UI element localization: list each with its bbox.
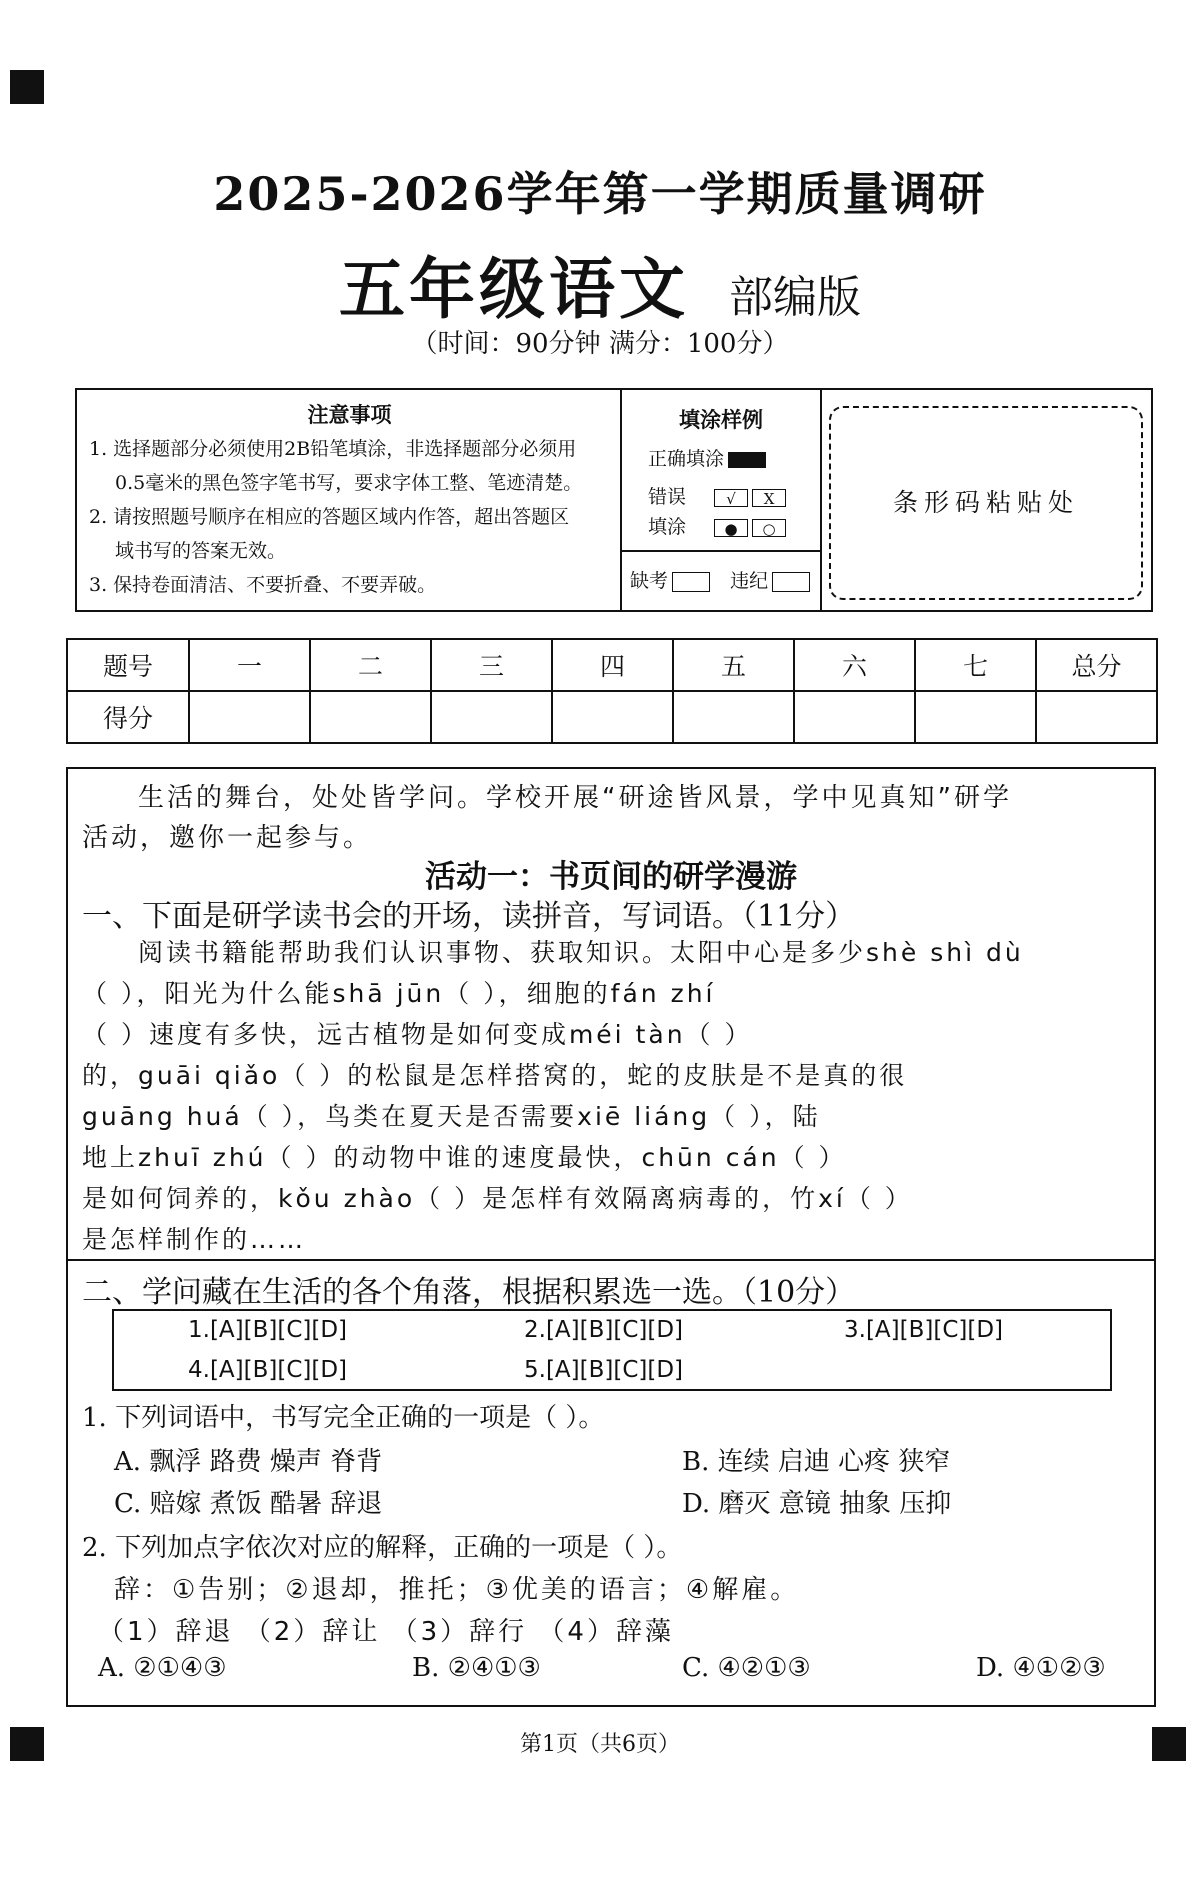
notice-line: 域书写的答案无效。 — [115, 540, 287, 562]
score-entry-cell[interactable] — [552, 691, 673, 743]
score-entry-cell[interactable] — [1036, 691, 1157, 743]
score-entry-cell[interactable] — [915, 691, 1036, 743]
score-table-cell: 一 — [189, 639, 310, 691]
section-1-text: （ ），阳光为什么能shā jūn（ ），细胞的fán zhí — [82, 979, 716, 1008]
question-1: 1. 下列词语中，书写完全正确的一项是（ ）。 — [82, 1403, 605, 1433]
fill-sample-section — [622, 390, 822, 610]
score-table-cell: 七 — [915, 639, 1036, 691]
violation-label: 违纪 — [730, 570, 769, 592]
exam-title: 2025-2026学年第一学期质量调研 — [213, 167, 987, 221]
section-1-text: 地上zhuī zhú（ ）的动物中谁的速度最快，chūn cán（ ） — [82, 1143, 847, 1172]
section-divider — [68, 1259, 1154, 1261]
answer-option-1[interactable]: 1.[A][B][C][D] — [188, 1317, 348, 1343]
section-2-title: 二、学问藏在生活的各个角落，根据积累选一选。（10分） — [82, 1275, 856, 1310]
choice-c: C. ④②①③ — [682, 1653, 811, 1683]
score-table — [66, 638, 1158, 744]
question-area — [66, 767, 1156, 1707]
choice-a: A. 飘浮 路费 燥声 脊背 — [114, 1447, 383, 1477]
choice-a: A. ②①④③ — [98, 1653, 227, 1683]
choice-d: D. ④①②③ — [976, 1653, 1106, 1683]
score-entry-cell[interactable] — [189, 691, 310, 743]
score-entry-cell[interactable] — [794, 691, 915, 743]
score-row-label: 得分 — [67, 691, 189, 743]
notice-box — [75, 388, 1153, 612]
question-2-definition: 辞：①告别；②退却，推托；③优美的语言；④解雇。 — [114, 1575, 800, 1605]
notice-line: 3. 保持卷面清洁、不要折叠、不要弄破。 — [89, 574, 437, 596]
notice-line: 1. 选择题部分必须使用2B铅笔填涂，非选择题部分必须用 — [89, 438, 577, 460]
subject-title — [0, 236, 1200, 331]
answer-option-4[interactable]: 4.[A][B][C][D] — [188, 1357, 348, 1383]
choice-d: D. 磨灭 意镜 抽象 压抑 — [682, 1489, 952, 1519]
absent-label: 缺考 — [630, 570, 669, 592]
section-1-text: 是怎样制作的…… — [82, 1225, 307, 1254]
score-entry-cell[interactable] — [310, 691, 431, 743]
question-2: 2. 下列加点字依次对应的解释，正确的一项是（ ）。 — [82, 1533, 683, 1563]
score-table-cell: 四 — [552, 639, 673, 691]
correct-fill-label: 正确填涂 — [648, 448, 725, 470]
score-table-cell: 二 — [310, 639, 431, 691]
activity-heading: 活动一：书页间的研学漫游 — [425, 859, 797, 895]
section-1-text: 阅读书籍能帮助我们认识事物、获取知识。太阳中心是多少shè shì dù — [138, 938, 1024, 967]
notice-section — [77, 390, 622, 610]
score-table-score-row — [67, 691, 1157, 743]
choice-c: C. 赔嫁 煮饭 酷暑 辞退 — [114, 1489, 383, 1519]
answer-option-3[interactable]: 3.[A][B][C][D] — [844, 1317, 1004, 1343]
divider — [622, 550, 820, 552]
answer-option-5[interactable]: 5.[A][B][C][D] — [524, 1357, 684, 1383]
section-1-text: 的，guāi qiǎo（ ）的松鼠是怎样搭窝的，蛇的皮肤是不是真的很 — [82, 1061, 908, 1090]
absent-checkbox[interactable] — [672, 572, 710, 592]
fill-sample-heading: 填涂样例 — [679, 407, 763, 432]
notice-heading: 注意事项 — [307, 402, 392, 427]
circle-bubble-icon: ○ — [752, 519, 786, 537]
score-entry-cell[interactable] — [673, 691, 794, 743]
filled-bubble-icon — [728, 452, 766, 468]
score-table-header-row — [67, 639, 1157, 691]
page-number: 第1页（共6页） — [520, 1732, 680, 1757]
x-mark-icon: X — [752, 489, 786, 507]
barcode-area: 条形码粘贴处 — [829, 406, 1143, 600]
answer-sheet-box — [112, 1309, 1112, 1391]
question-2-words: （1）辞退 （2）辞让 （3）辞行 （4）辞藻 — [98, 1617, 674, 1647]
section-1-text: （ ）速度有多快，远古植物是如何变成méi tàn（ ） — [82, 1020, 753, 1049]
wrong-fill-label-2: 填涂 — [648, 516, 687, 538]
score-table-cell: 六 — [794, 639, 915, 691]
section-1-title: 一、下面是研学读书会的开场，读拼音，写词语。（11分） — [82, 899, 856, 934]
answer-option-2[interactable]: 2.[A][B][C][D] — [524, 1317, 684, 1343]
intro-text: 活动，邀你一起参与。 — [82, 823, 373, 853]
score-entry-cell[interactable] — [431, 691, 552, 743]
violation-checkbox[interactable] — [772, 572, 810, 592]
wrong-fill-label: 错误 — [648, 486, 687, 508]
choice-b: B. 连续 启迪 心疼 狭窄 — [682, 1447, 951, 1477]
check-mark-icon: √ — [714, 489, 748, 507]
dot-bubble-icon: ● — [714, 519, 748, 537]
score-table-cell: 三 — [431, 639, 552, 691]
time-info: （时间：90分钟 满分：100分） — [411, 329, 789, 359]
notice-line: 2. 请按照题号顺序在相应的答题区域内作答，超出答题区 — [89, 506, 570, 528]
score-table-cell: 总分 — [1036, 639, 1157, 691]
registration-mark — [10, 70, 44, 104]
subject-name: 五年级语文 — [339, 250, 689, 328]
score-table-cell: 题号 — [67, 639, 189, 691]
section-1-text: guāng huá（ ），鸟类在夏天是否需要xiē liáng（ ），陆 — [82, 1102, 821, 1131]
edition-label: 部编版 — [729, 272, 861, 323]
intro-text: 生活的舞台，处处皆学问。学校开展“研途皆风景，学中见真知”研学 — [138, 783, 1012, 813]
score-table-cell: 五 — [673, 639, 794, 691]
section-1-text: 是如何饲养的，kǒu zhào（ ）是怎样有效隔离病毒的，竹xí（ ） — [82, 1184, 913, 1213]
choice-b: B. ②④①③ — [412, 1653, 541, 1683]
notice-line: 0.5毫米的黑色签字笔书写，要求字体工整、笔迹清楚。 — [115, 472, 583, 494]
